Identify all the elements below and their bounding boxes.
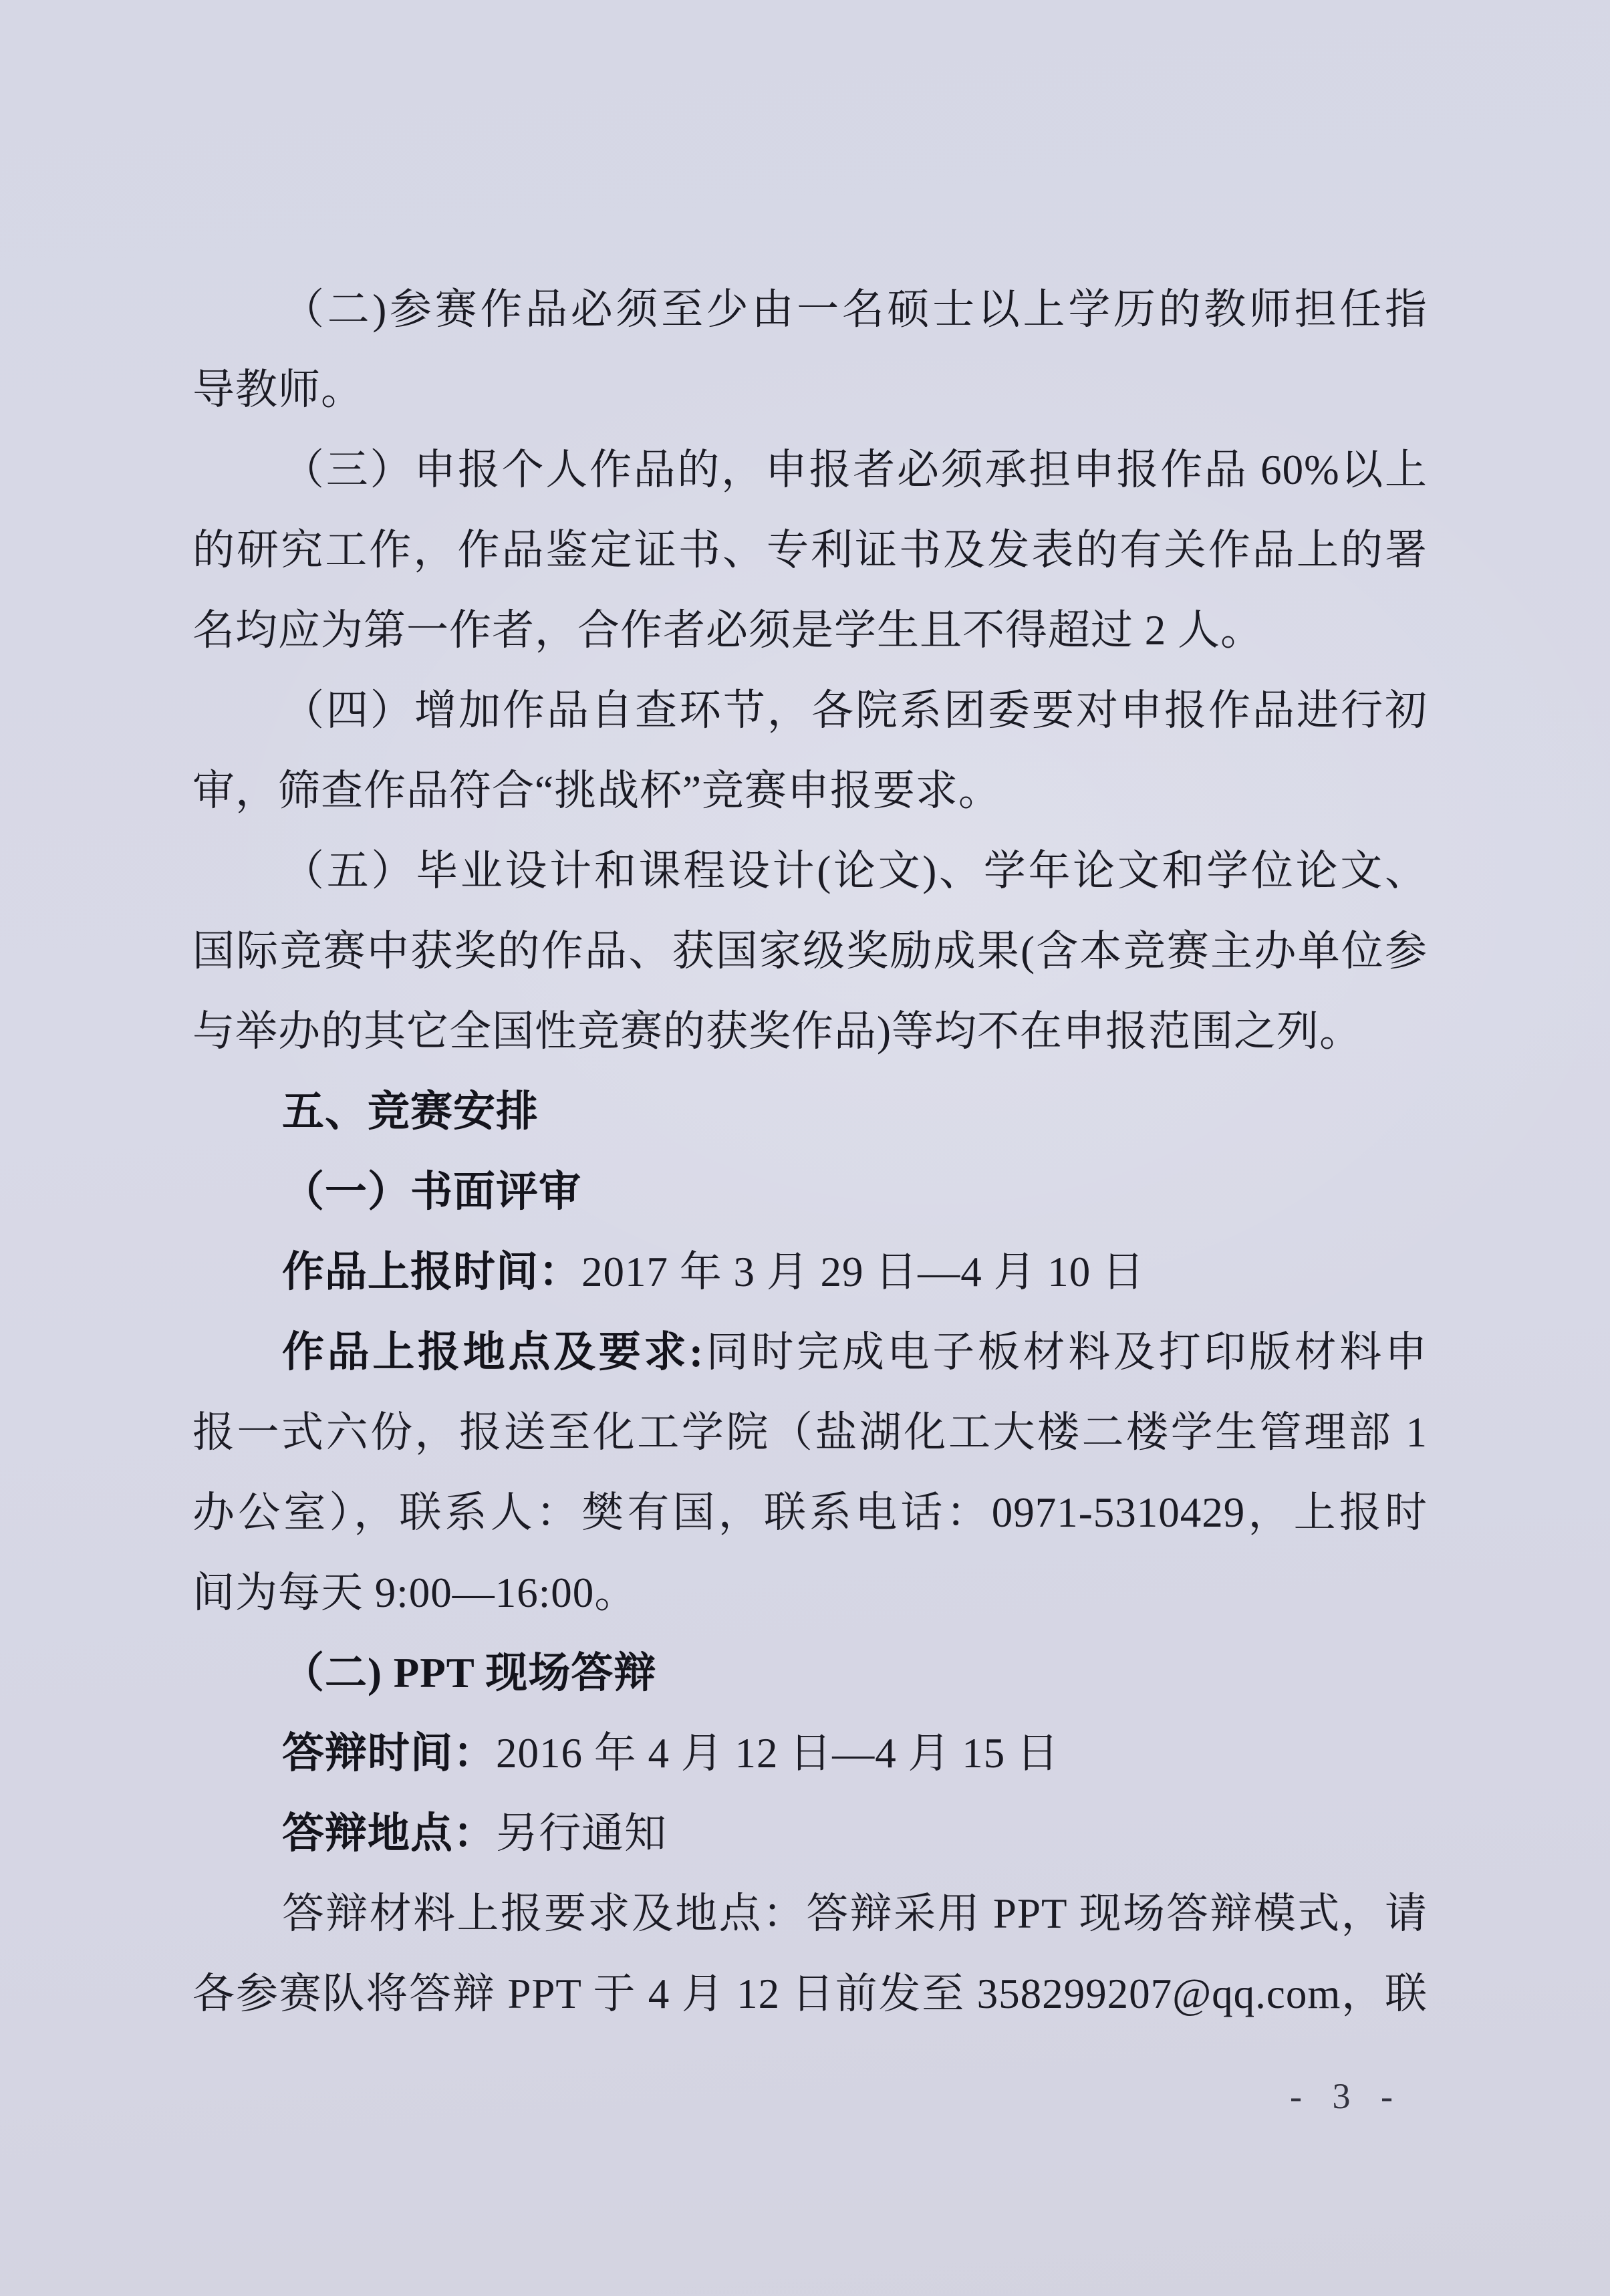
subsection-heading-ppt-defense: （二) PPT 现场答辩 bbox=[282, 1650, 657, 1696]
report-time-line bbox=[192, 1232, 1428, 1312]
defense-time-label: 答辩时间： bbox=[282, 1730, 496, 1777]
subsection-heading-written-review: （一）书面评审 bbox=[282, 1168, 581, 1215]
paragraph-4-line-1: （四）增加作品自查环节，各院系团委要对申报作品进行初 bbox=[282, 687, 1428, 734]
paragraph-4-line-2: 审，筛查作品符合“挑战杯”竞赛申报要求。 bbox=[192, 767, 1001, 814]
defense-time-value: 2016 年 4 月 12 日—4 月 15 日 bbox=[496, 1730, 1059, 1777]
paragraph-2-line-1: （二)参赛作品必须至少由一名硕士以上学历的教师担任指 bbox=[282, 286, 1428, 333]
report-location-line-1 bbox=[192, 1312, 1428, 1392]
page-number: - 3 - bbox=[1290, 2076, 1403, 2116]
report-location-line-3: 办公室），联系人：樊有国，联系电话：0971-5310429，上报时 bbox=[192, 1489, 1428, 1536]
report-time-label: 作品上报时间： bbox=[282, 1249, 581, 1295]
report-location-value: 同时完成电子板材料及打印版材料申 bbox=[704, 1329, 1428, 1376]
paragraph-5-line-3: 与举办的其它全国性竞赛的获奖作品)等均不在申报范围之列。 bbox=[192, 1008, 1362, 1055]
report-location-label: 作品上报地点及要求: bbox=[282, 1329, 704, 1376]
paragraph-5-line-1: （五）毕业设计和课程设计(论文)、学年论文和学位论文、 bbox=[282, 848, 1428, 894]
section-heading-competition-arrangement: 五、竞赛安排 bbox=[282, 1088, 539, 1135]
defense-location-line bbox=[192, 1793, 1428, 1874]
defense-material-line-2: 各参赛队将答辩 PPT 于 4 月 12 日前发至 358299207@qq.com，联 bbox=[192, 1970, 1428, 2017]
defense-material-line-1: 答辩材料上报要求及地点：答辩采用 PPT 现场答辩模式，请 bbox=[282, 1890, 1428, 1937]
paragraph-3-line-3: 名均应为第一作者，合作者必须是学生且不得超过 2 人。 bbox=[192, 607, 1263, 654]
report-location-line-2: 报一式六份，报送至化工学院（盐湖化工大楼二楼学生管理部 1 bbox=[192, 1409, 1428, 1456]
report-time-value: 2017 年 3 月 29 日—4 月 10 日 bbox=[581, 1249, 1145, 1295]
defense-time-line bbox=[192, 1713, 1428, 1793]
paragraph-3-line-2: 的研究工作，作品鉴定证书、专利证书及发表的有关作品上的署 bbox=[192, 527, 1428, 573]
defense-location-label: 答辩地点： bbox=[282, 1810, 496, 1857]
paragraph-5-line-2: 国际竞赛中获奖的作品、获国家级奖励成果(含本竞赛主办单位参 bbox=[192, 928, 1428, 975]
defense-location-value: 另行通知 bbox=[496, 1810, 667, 1857]
paragraph-3-line-1: （三）申报个人作品的，申报者必须承担申报作品 60%以上 bbox=[282, 447, 1428, 493]
document-body bbox=[192, 269, 1428, 2034]
paragraph-2-line-2: 导教师。 bbox=[192, 366, 364, 413]
report-location-line-4: 间为每天 9:00—16:00。 bbox=[192, 1569, 638, 1616]
